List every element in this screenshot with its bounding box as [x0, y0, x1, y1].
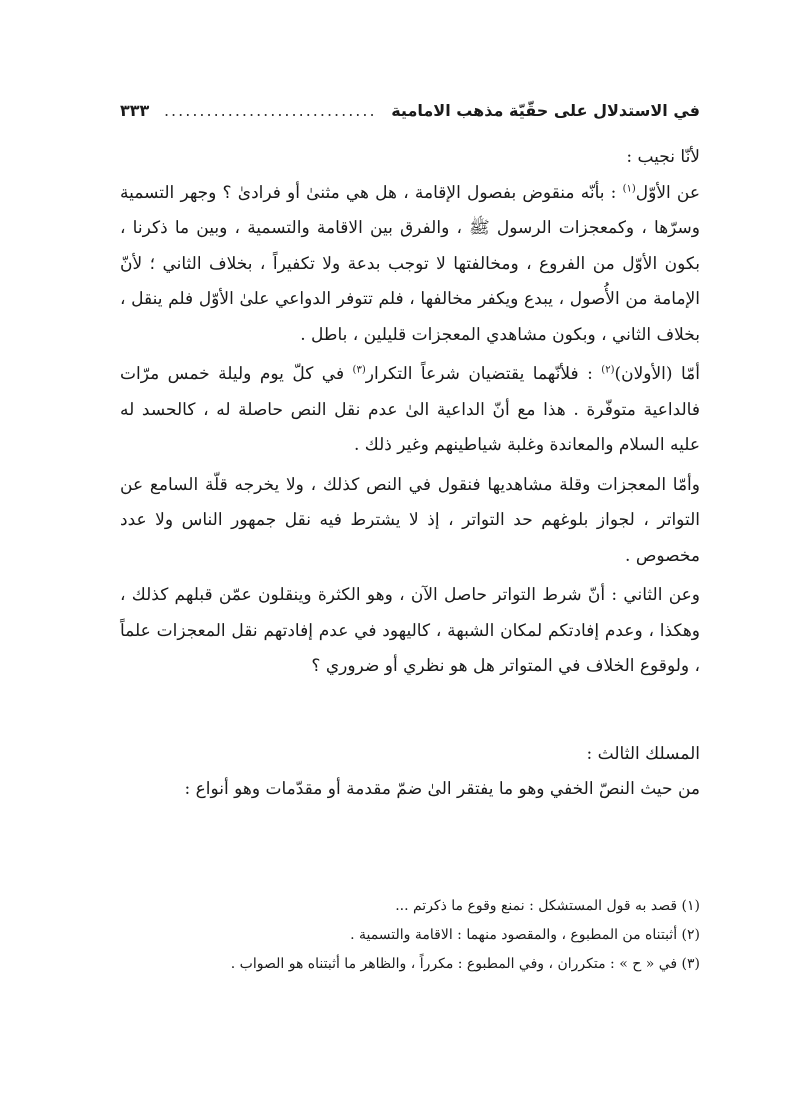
body-text	[120, 140, 700, 808]
paragraph-4: وعن الثاني : أنّ شرط التواتر حاصل الآن ، وهو الكثرة وينقلون عمّن قبلهم كذلك ، وهكذا ، وعدم إفادتكم لمكان الشبهة ، كاليهود في عدم إفادتهم نقل المعجزات علماً ، ولوقوع الخلاف في المتواتر هل هو نظري أو ضروري ؟	[120, 585, 700, 676]
footnote-ref-1: (١)	[622, 182, 636, 194]
paragraph-2-text: في كلّ يوم وليلة خمس مرّات فالداعية متوفّرة . هذا مع أنّ الداعية الىٰ عدم نقل النص حاصلة له ، كالحسد له عليه السلام والمعاندة وغلبة شياطينهم وغير ذلك .	[120, 364, 700, 455]
running-head	[120, 96, 700, 124]
paragraph-2	[120, 357, 700, 464]
paragraph-1-lead: عن الأوّل	[635, 182, 701, 203]
footnotes	[120, 892, 700, 979]
paragraph-1-text: : بأنّه منقوض بفصول الإقامة ، هل هي مثنىٰ أو فرادىٰ ؟ وجهر التسمية وسرّها ، وكمعجزات الرسول ﷺ ، والفرق بين الاقامة والتسمية ، وبين ما ذكرنا ، بكون الأوّل من الفروع ، ومخالفتها لا توجب بدعة ولا تكفيراً ، بخلاف الثاني ؛ لأنّ الإمامة من الأُصول ، يبدع ويكفر مخالفها ، فلم تتوفر الدواعي علىٰ الأوّل فلم ينقل ، بخلاف الثاني ، وبكون مشاهدي المعجزات قليلين ، باطل .	[120, 182, 700, 345]
footnote-2: (٢) أثبتناه من المطبوع ، والمقصود منهما : الاقامة والتسمية .	[350, 927, 700, 943]
book-page	[120, 96, 700, 996]
paragraph-3: وأمّا المعجزات وقلة مشاهديها فنقول في النص كذلك ، ولا يخرجه قلّة السامع عن التواتر ، لجواز بلوغهم حد التواتر ، إذ لا يشترط فيه نقل جمهور الناس ولا عدد مخصوص .	[120, 474, 700, 566]
paragraph-2-lead: أمّا (الأولان)	[614, 364, 701, 384]
intro-line: لأنّا نجيب :	[626, 147, 700, 167]
paragraph-2-mid: : فلأنّهما يقتضيان شرعاً التكرار	[365, 364, 593, 384]
section-title: المسلك الثالث :	[586, 743, 700, 764]
page-number: ٣٣٣	[120, 100, 150, 120]
footnote-ref-3: (٣)	[352, 364, 366, 376]
chapter-title: في الاستدلال على حقّيّة مذهب الامامية	[391, 100, 700, 120]
leader-dots: ..............................	[163, 100, 377, 120]
footnote-1: (١) قصد به قول المستشكل : نمنع وقوع ما ذكرتم ...	[395, 898, 700, 914]
section-text: من حيث النصّ الخفي وهو ما يفتقر الىٰ ضمّ مقدمة أو مقدّمات وهو أنواع :	[184, 779, 700, 799]
paragraph-1	[120, 176, 700, 354]
footnote-3: (٣) في « ح » : متكرران ، وفي المطبوع : مكرراً ، والظاهر ما أثبتناه هو الصواب .	[230, 956, 700, 972]
footnote-ref-2: (٢)	[601, 364, 615, 376]
